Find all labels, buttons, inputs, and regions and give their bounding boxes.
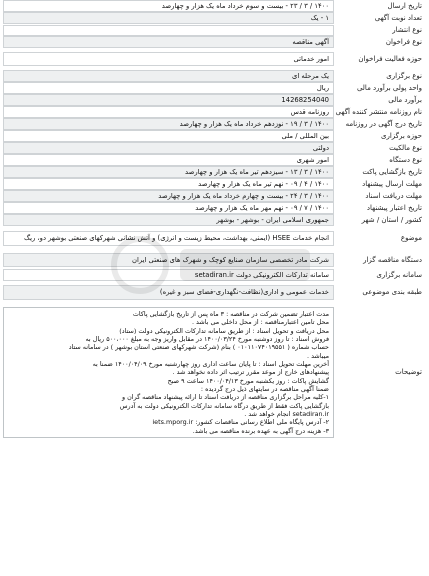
description-line: محل تامین اعتبارمناقصه : از محل داخلی می باشد . <box>191 318 329 327</box>
field-label: تاریخ بازگشایی پاکت <box>362 167 422 176</box>
field-value: ریال <box>3 82 334 94</box>
field-label: موضوع <box>400 234 422 243</box>
field-label: واحد پولی برآورد مالی <box>356 83 422 92</box>
field-value: ۱۴۰۰ / ۳ / ۱۹ - نوزدهم خرداد ماه یک هزار و چهارصد <box>3 118 334 130</box>
field-row <box>3 130 426 142</box>
field-value: امور شهری <box>3 154 334 166</box>
field-row <box>3 24 426 36</box>
field-label: مهلت ارسال پیشنهاد <box>362 179 422 188</box>
field-row <box>3 82 426 94</box>
field-value: یک مرحله ای <box>3 70 334 82</box>
field-row <box>3 202 426 214</box>
field-value: دولتی <box>3 142 334 154</box>
field-value: امور خدماتی <box>3 52 334 66</box>
field-row <box>3 106 426 118</box>
field-label: کشور / استان / شهر <box>361 215 422 224</box>
field-label: نوع مالکیت <box>389 143 422 152</box>
description-line: ۲- آدرس پایگاه ملی اطلاع رسانی مناقصات کشور: iets.mporg.ir <box>152 418 329 427</box>
description-line: گشایش پاکات : روز یکشنبه مورخ ۱۴۰۰/۰۴/۱۳ ساعت ۹ صبح <box>167 376 329 385</box>
field-label: نوع دستگاه <box>389 155 422 164</box>
field-value: ۱۴۰۰ / ۷ / ۰۹ - نهم مهر ماه یک هزار و چهارصد <box>3 202 334 214</box>
field-row <box>3 70 426 82</box>
field-row <box>3 281 426 304</box>
field-label: سامانه برگزاری <box>376 270 422 279</box>
field-label: نوع فراخوان <box>385 37 422 46</box>
field-row <box>3 94 426 106</box>
field-label: نوع انتشار <box>392 25 422 34</box>
field-label: برآورد مالی <box>388 95 422 104</box>
field-value: روزنامه قدس <box>3 106 334 118</box>
field-value: ۱۴۰۰ / ۳ / ۲۴ - بیست و چهارم خرداد ماه یک هزار و چهارصد <box>3 190 334 202</box>
description-line: آخرین مهلت تحویل اسناد : تا پایان ساعت اداری روز چهارشنبه مورخ ۱۴۰۰/۰۴/۰۹ ضمنا به <box>92 359 329 368</box>
field-value: جمهوری اسلامی ایران - بوشهر - بوشهر <box>3 214 334 226</box>
field-row <box>3 118 426 130</box>
field-value: آگهی مناقصه <box>3 36 334 48</box>
field-label: تاریخ درج آگهی در روزنامه <box>345 119 422 128</box>
field-row <box>3 269 426 281</box>
description-line: مدت اعتبار تضمین شرکت در مناقصه : ۳ ماه پس از تاریخ بازگشایی پاکات <box>132 310 329 318</box>
description-box <box>3 307 334 438</box>
description-line: حساب شماره ( ۰۱۰۱۱۰۷۴۰۱۹۵۵۱ ) بنام (شرکت شهرکهای صنعتی استان بوشهر ) در سامانه ستاد <box>68 343 329 352</box>
field-value: ۱۴۰۰ / ۳ / ۱۳ - سیزدهم تیر ماه یک هزار و چهارصد <box>3 166 334 178</box>
field-label: نام روزنامه منتشر کننده آگهی <box>335 107 422 116</box>
description-line: فروش اسناد : تا روز دوشنبه مورخ ۱۴۰۰/۰۳/۲۴ در مقابل واریز وجه به مبلغ ۵۰۰،۰۰۰ ریال به <box>85 334 329 343</box>
field-row <box>3 226 426 251</box>
field-value: سامانه تدارکات الکترونیکی دولت setadiran.ir <box>3 269 334 281</box>
description-line: پیشنهادهای خارج از موعد مقرر ترتیب اثر داده نخواهد شد . <box>172 368 329 377</box>
field-label: طبقه بندی موضوعی <box>362 288 422 297</box>
field-value: شرکت مادر تخصصی سازمان صنایع کوچک و شهرک های صنعتی ایران <box>3 253 334 267</box>
field-label: تاریخ ارسال <box>387 1 422 10</box>
field-label: حوزه برگزاری <box>380 131 422 140</box>
description-line: محل دریافت و تحویل اسناد : از طریق سامانه تدارکات الکترونیکی دولت (ستاد) <box>119 326 329 335</box>
field-row <box>3 166 426 178</box>
field-value <box>3 25 334 36</box>
description-line: ۳- هزینه درج آگهی به عهده برنده مناقصه می باشد. <box>192 426 329 435</box>
field-label: مهلت دریافت اسناد <box>365 191 422 200</box>
field-row <box>3 36 426 48</box>
field-label: دستگاه مناقصه گزار <box>363 255 422 264</box>
field-label: نوع برگزاری <box>386 71 422 80</box>
description-line: setadiran.ir انجام خواهد شد . <box>244 409 329 418</box>
field-row <box>3 142 426 154</box>
description-line: ۱-کلیه مراحل برگزاری مناقصه از دریافت اسناد تا ارائه پیشنهاد مناقصه گران و <box>122 393 329 402</box>
field-label: تاریخ اعتبار پیشنهاد <box>366 203 422 212</box>
field-value: ۱۴۰۰ / ۴ / ۰۹ - نهم تیر ماه یک هزار و چهارصد <box>3 178 334 190</box>
field-value: ۱۴۰۰ / ۳ / ۲۳ - بیست و سوم خرداد ماه یک هزار و چهارصد <box>3 0 334 12</box>
field-value: خدمات عمومی و اداری(نظافت-نگهداری-فضای سبز و غیره) <box>3 285 334 299</box>
field-row <box>3 190 426 202</box>
field-row <box>3 48 426 70</box>
description-line: بازگشایی پاکت فقط از طریق درگاه سامانه تدارکات الکترونیکی دولت به آدرس <box>119 401 329 410</box>
field-value: انجام خدمات HSEE (ایمنی، بهداشت، محیط زیست و انرژی) و آتش نشانی شهرکهای صنعتی بوشهر دو، ریگ <box>3 231 334 245</box>
field-value: ۱ - یک <box>3 12 334 24</box>
field-value: 14268254040 <box>3 94 334 106</box>
description-line: میباشد . <box>307 351 329 360</box>
field-row <box>3 154 426 166</box>
field-label: تعداد نوبت آگهی <box>374 13 422 22</box>
field-row <box>3 12 426 24</box>
field-row <box>3 214 426 226</box>
field-row <box>3 178 426 190</box>
field-value: بین المللی / ملی <box>3 130 334 142</box>
field-row <box>3 251 426 269</box>
field-label: توضیحات <box>395 368 422 377</box>
field-row <box>3 0 426 12</box>
field-label: حوزه فعالیت فراخوان <box>358 54 422 63</box>
field-row-description <box>3 307 426 438</box>
description-line: ضمنا آگهی مناقصه در سایتهای ذیل درج گردیده : <box>200 384 329 393</box>
